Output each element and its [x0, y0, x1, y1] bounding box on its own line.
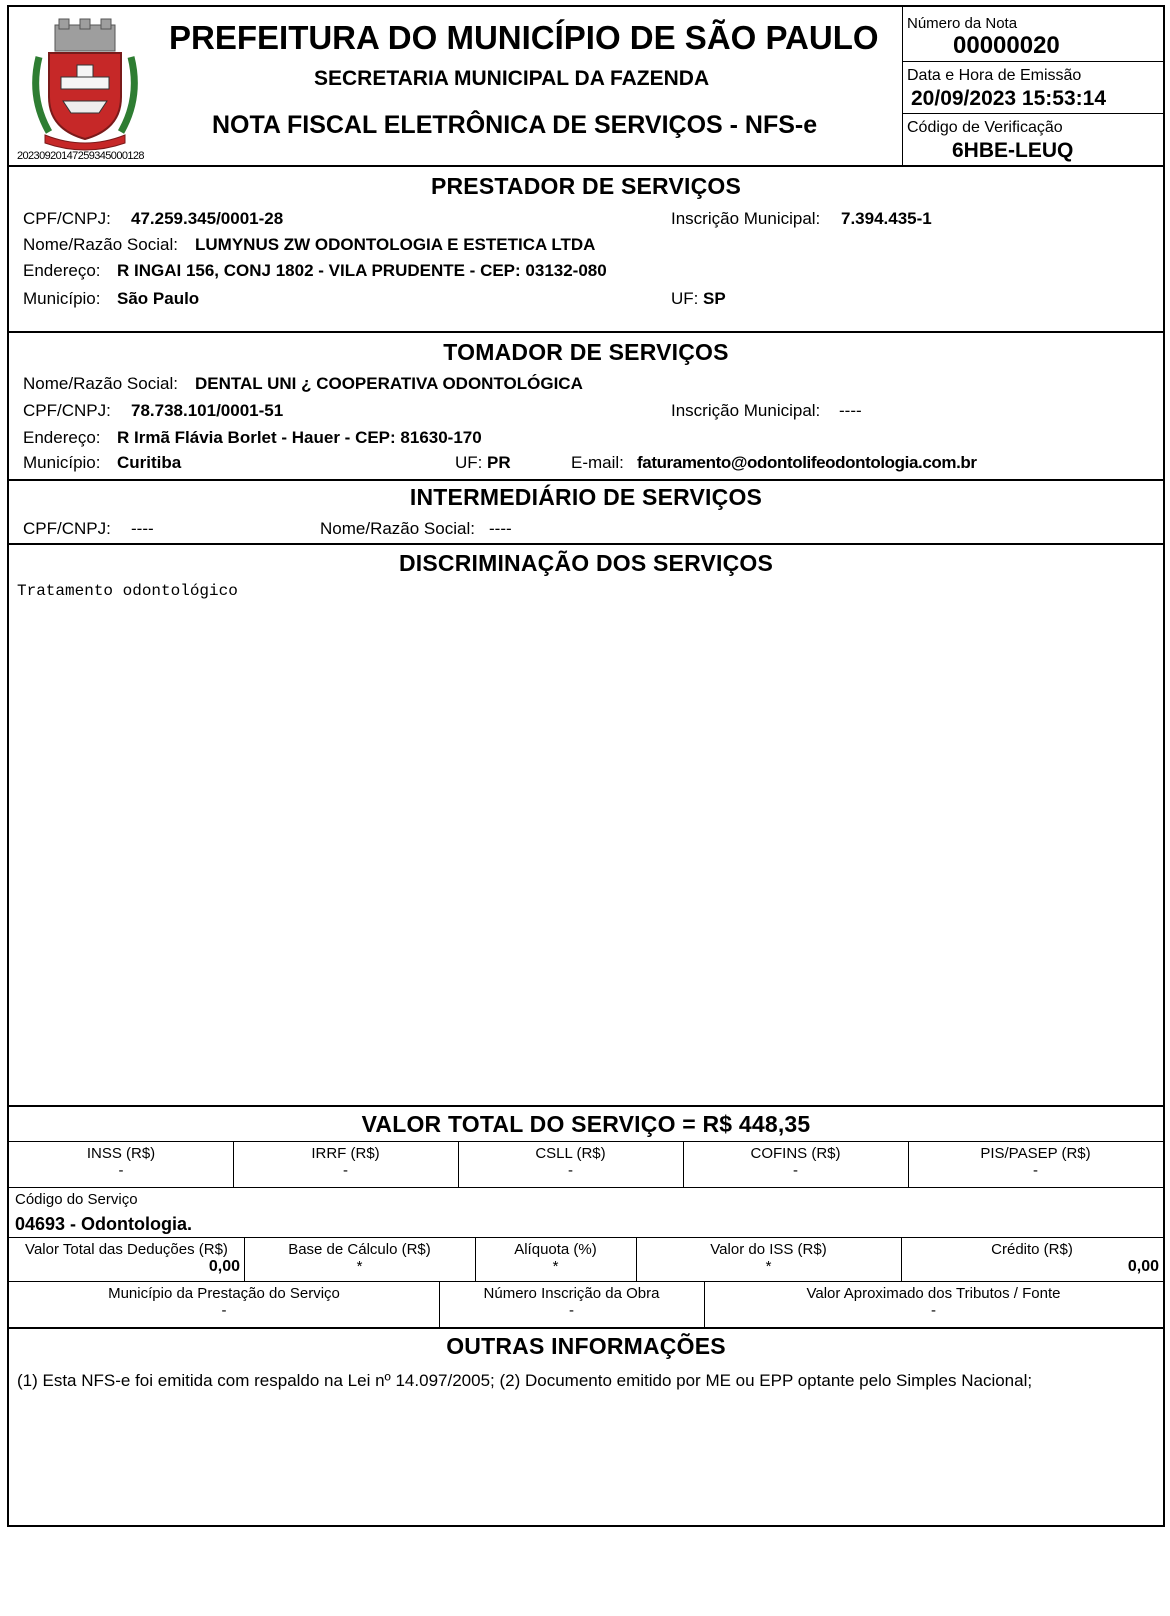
- valor-iss-label: Valor do ISS (R$): [710, 1241, 827, 1258]
- codigo-servico-value: 04693 - Odontologia.: [15, 1214, 193, 1234]
- municipio-prestacao-cell: [9, 1281, 439, 1327]
- tomador-nome-label: Nome/Razão Social:: [23, 374, 178, 393]
- tomador-im-label: Inscrição Municipal:: [671, 401, 821, 420]
- intermediario-nome-label: Nome/Razão Social:: [320, 519, 475, 538]
- prestador-cpf-value: 47.259.345/0001-28: [131, 209, 284, 228]
- tomador-email-label: E-mail:: [571, 453, 624, 472]
- prestador-nome-value: LUMYNUS ZW ODONTOLOGIA E ESTETICA LTDA: [195, 235, 596, 254]
- outras-informacoes-text: (1) Esta NFS-e foi emitida com respaldo na Lei nº 14.097/2005; (2) Documento emitido por ME ou EPP optante pelo Simples Nacional;: [17, 1371, 1033, 1390]
- deducoes-label: Valor Total das Deduções (R$): [25, 1241, 228, 1258]
- pis-pasep-value: -: [1033, 1162, 1038, 1179]
- prestador-municipio-label: Município:: [23, 289, 101, 308]
- csll-label: CSLL (R$): [535, 1145, 606, 1162]
- prestador-im-label: Inscrição Municipal:: [671, 209, 821, 228]
- tomador-endereco-label: Endereço:: [23, 428, 101, 447]
- inscricao-obra-value: -: [569, 1302, 574, 1319]
- csll-value: -: [568, 1162, 573, 1179]
- tributos-fonte-value: -: [931, 1302, 936, 1319]
- irrf-label: IRRF (R$): [311, 1145, 380, 1162]
- outras-informacoes-title: OUTRAS INFORMAÇÕES: [446, 1333, 726, 1359]
- valor-iss-value: *: [765, 1258, 772, 1275]
- header-title: PREFEITURA DO MUNICÍPIO DE SÃO PAULO: [169, 19, 879, 56]
- prestador-uf-label: UF:: [671, 289, 699, 308]
- document-title: NOTA FISCAL ELETRÔNICA DE SERVIÇOS - NFS-e: [212, 111, 818, 139]
- intermediario-nome-value: ----: [489, 519, 512, 538]
- codigo-verificacao-label: Código de Verificação: [907, 119, 1063, 136]
- valor-iss-cell: [636, 1237, 901, 1281]
- discriminacao-title: DISCRIMINAÇÃO DOS SERVIÇOS: [398, 550, 774, 576]
- tomador-uf-value: PR: [487, 453, 511, 472]
- inscricao-obra-cell: [439, 1281, 704, 1327]
- base-calculo-value: *: [356, 1258, 363, 1275]
- intermediario-cpf-label: CPF/CNPJ:: [23, 519, 111, 538]
- tomador-municipio-label: Município:: [23, 453, 101, 472]
- prestador-nome-label: Nome/Razão Social:: [23, 235, 178, 254]
- credito-value: 0,00: [1127, 1258, 1159, 1275]
- barcode-text: 20230920147259345000128: [17, 150, 144, 162]
- pis-pasep-cell: [908, 1141, 1163, 1187]
- numero-nota-label: Número da Nota: [907, 15, 1018, 32]
- numero-nota-value: 00000020: [953, 32, 1060, 59]
- tomador-im-value: ----: [839, 401, 862, 420]
- inss-label: INSS (R$): [86, 1145, 156, 1162]
- prestador-uf-value: SP: [703, 289, 726, 308]
- deducoes-value: 0,00: [208, 1258, 240, 1275]
- aliquota-label: Alíquota (%): [514, 1241, 597, 1258]
- tomador-nome-value: DENTAL UNI ¿ COOPERATIVA ODONTOLÓGICA: [195, 374, 583, 393]
- codigo-verificacao-value: 6HBE-LEUQ: [952, 139, 1074, 162]
- deducoes-cell: [9, 1237, 244, 1281]
- cofins-cell: [683, 1141, 908, 1187]
- data-emissao-label: Data e Hora de Emissão: [907, 67, 1082, 84]
- prestador-endereco-label: Endereço:: [23, 261, 101, 280]
- inscricao-obra-label: Número Inscrição da Obra: [483, 1285, 660, 1302]
- header-subtitle: SECRETARIA MUNICIPAL DA FAZENDA: [314, 67, 710, 90]
- tributos-fonte-cell: [704, 1281, 1163, 1327]
- prestador-title: PRESTADOR DE SERVIÇOS: [430, 173, 742, 199]
- codigo-servico-label: Código do Serviço: [15, 1191, 138, 1208]
- aliquota-cell: [475, 1237, 636, 1281]
- base-calculo-cell: [244, 1237, 475, 1281]
- tomador-email-value: faturamento@odontolifeodontologia.com.br: [637, 453, 977, 472]
- base-calculo-label: Base de Cálculo (R$): [288, 1241, 431, 1258]
- intermediario-cpf-value: ----: [131, 519, 154, 538]
- prestador-im-value: 7.394.435-1: [841, 209, 932, 228]
- prestador-municipio-value: São Paulo: [117, 289, 200, 308]
- valor-total: VALOR TOTAL DO SERVIÇO = R$ 448,35: [361, 1111, 811, 1137]
- coat-of-arms-logo: [29, 17, 141, 155]
- inss-cell: [9, 1141, 233, 1187]
- municipio-prestacao-label: Município da Prestação do Serviço: [108, 1285, 340, 1302]
- tomador-uf-label: UF:: [455, 453, 483, 472]
- cofins-value: -: [793, 1162, 798, 1179]
- tomador-cpf-value: 78.738.101/0001-51: [131, 401, 284, 420]
- prestador-endereco-value: R INGAI 156, CONJ 1802 - VILA PRUDENTE - CEP: 03132-080: [117, 261, 607, 280]
- tributos-fonte-label: Valor Aproximado dos Tributos / Fonte: [806, 1285, 1061, 1302]
- prestador-cpf-label: CPF/CNPJ:: [23, 209, 111, 228]
- nfse-document: [7, 5, 1165, 1527]
- municipio-prestacao-value: -: [221, 1302, 227, 1319]
- intermediario-title: INTERMEDIÁRIO DE SERVIÇOS: [409, 484, 763, 510]
- irrf-cell: [233, 1141, 458, 1187]
- irrf-value: -: [343, 1162, 348, 1179]
- tomador-endereco-value: R Irmã Flávia Borlet - Hauer - CEP: 81630-170: [117, 428, 482, 447]
- cofins-label: COFINS (R$): [750, 1145, 841, 1162]
- credito-cell: [901, 1237, 1163, 1281]
- pis-pasep-label: PIS/PASEP (R$): [980, 1145, 1091, 1162]
- tomador-municipio-value: Curitiba: [117, 453, 182, 472]
- data-emissao-value: 20/09/2023 15:53:14: [911, 87, 1106, 110]
- discriminacao-text: Tratamento odontológico: [17, 582, 238, 600]
- inss-value: -: [118, 1162, 124, 1179]
- csll-cell: [458, 1141, 683, 1187]
- credito-label: Crédito (R$): [991, 1241, 1073, 1258]
- aliquota-value: *: [552, 1258, 559, 1275]
- tomador-cpf-label: CPF/CNPJ:: [23, 401, 111, 420]
- tomador-title: TOMADOR DE SERVIÇOS: [443, 339, 729, 365]
